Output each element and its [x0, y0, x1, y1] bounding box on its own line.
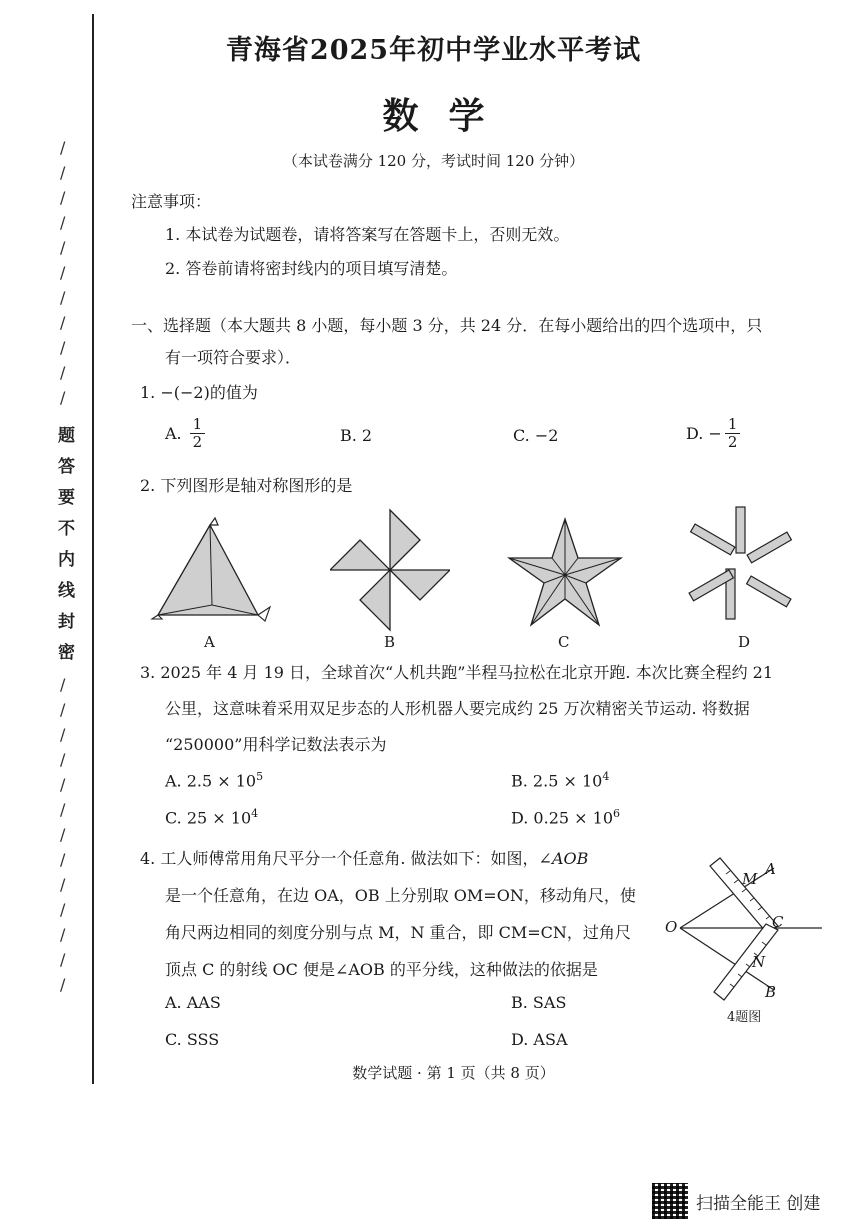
q3-option-d — [511, 807, 620, 827]
fraction-numerator: 1 — [725, 416, 741, 434]
q2-figure-c — [505, 515, 625, 630]
seal-line-char: 答 — [58, 457, 75, 477]
exam-meta: （本试卷满分 120 分，考试时间 120 分钟） — [282, 152, 585, 170]
fraction-denominator: 2 — [727, 433, 738, 451]
q3-option-a-text: A. 2.5 × 10 — [165, 771, 257, 791]
seal-slash: / — [60, 263, 66, 282]
seal-line-char: 题 — [58, 426, 75, 446]
q3-option-d-text: D. 0.25 × 10 — [511, 808, 613, 828]
q2-figure-a — [148, 515, 273, 630]
fraction — [725, 416, 741, 451]
seal-slash: / — [60, 700, 66, 719]
q1-option-a — [165, 416, 205, 451]
q4-point-c: C — [772, 913, 784, 931]
seal-slash: / — [60, 725, 66, 744]
seal-slash: / — [60, 388, 66, 407]
seal-slash: / — [60, 288, 66, 307]
q4-line1 — [140, 846, 588, 869]
q2-stem: 2. 下列图形是轴对称图形的是 — [140, 476, 353, 495]
q2-label-a: A — [204, 633, 215, 651]
seal-line-char: 不 — [58, 519, 75, 539]
q4-line2: 是一个任意角，在边 OA，OB 上分别取 OM=ON，移动角尺，使 — [165, 886, 636, 905]
q4-point-b: B — [765, 983, 777, 1001]
q4-option-b: B. SAS — [511, 993, 567, 1012]
scanner-watermark — [652, 1183, 820, 1219]
exponent: 6 — [613, 807, 620, 820]
seal-line-char: 要 — [58, 488, 75, 508]
q2-label-d: D — [738, 633, 751, 651]
q4-line3: 角尺两边相同的刻度分别与点 M，N 重合，即 CM=CN，过角尺 — [165, 923, 631, 942]
q3-option-a — [165, 770, 263, 790]
exponent: 4 — [251, 807, 259, 820]
exponent: 4 — [602, 770, 610, 783]
exponent: 5 — [256, 770, 264, 783]
q3-option-b-text: B. 2.5 × 10 — [511, 771, 603, 791]
fraction-denominator: 2 — [192, 433, 203, 451]
seal-slash: / — [60, 163, 66, 182]
q4-point-a: A — [765, 860, 776, 878]
seal-line-char: 密 — [58, 643, 75, 663]
seal-slash: / — [60, 313, 66, 332]
seal-slash: / — [60, 975, 66, 994]
seal-slash: / — [60, 850, 66, 869]
fraction-numerator: 1 — [190, 416, 206, 434]
seal-slash: / — [60, 800, 66, 819]
q2-label-b: B — [384, 633, 396, 651]
seal-slash: / — [60, 138, 66, 157]
seal-slash: / — [60, 900, 66, 919]
scanner-text: 扫描全能王 创建 — [696, 1193, 821, 1214]
q1-option-a-label: A. — [165, 424, 182, 443]
q4-point-o: O — [665, 918, 678, 936]
q1-stem: 1. −(−2)的值为 — [140, 383, 258, 402]
qr-code-icon — [652, 1183, 688, 1219]
page-footer: 数学试题 · 第 1 页（共 8 页） — [352, 1064, 555, 1082]
q1-option-d-label: D. − — [686, 424, 722, 443]
seal-line-char: 内 — [58, 550, 75, 570]
q3-line3: “250000”用科学记数法表示为 — [165, 735, 387, 754]
seal-slash: / — [60, 188, 66, 207]
seal-slash: / — [60, 775, 66, 794]
q2-figure-b — [330, 508, 450, 633]
binding-line — [92, 14, 94, 1084]
seal-slash: / — [60, 925, 66, 944]
section-heading-line1: 一、选择题（本大题共 8 小题，每小题 3 分，共 24 分．在每小题给出的四个选项中，只 — [131, 316, 763, 335]
q4-point-n: N — [752, 953, 766, 971]
q1-option-d — [686, 416, 740, 451]
q4-point-m: M — [742, 870, 758, 888]
seal-slash: / — [60, 363, 66, 382]
q3-line2: 公里，这意味着采用双足步态的人形机器人要完成约 25 万次精密关节运动. 将数据 — [165, 699, 750, 718]
q4-option-a: A. AAS — [165, 993, 221, 1012]
q4-line1-angle: AOB — [551, 849, 589, 868]
seal-slash: / — [60, 338, 66, 357]
notice-item-1: 1. 本试卷为试题卷，请将答案写在答题卡上，否则无效。 — [165, 225, 570, 244]
notice-item-2: 2. 答卷前请将密封线内的项目填写清楚。 — [165, 259, 458, 278]
seal-slash: / — [60, 875, 66, 894]
q4-line1-text: 4. 工人师傅常用角尺平分一个任意角. 做法如下：如图，∠ — [140, 849, 552, 868]
q3-line1: 3. 2025 年 4 月 19 日，全球首次“人机共跑”半程马拉松在北京开跑. 本次比赛全程约 21 — [140, 663, 774, 682]
seal-slash: / — [60, 213, 66, 232]
q4-option-d: D. ASA — [511, 1030, 568, 1049]
seal-slash: / — [60, 238, 66, 257]
seal-line-column — [56, 138, 80, 994]
exam-subject: 数学 — [382, 95, 515, 137]
fraction — [190, 416, 206, 451]
q2-figure-d — [680, 505, 800, 630]
seal-slash: / — [60, 950, 66, 969]
seal-slash: / — [60, 750, 66, 769]
q4-line4: 顶点 C 的射线 OC 便是∠AOB 的平分线，这种做法的依据是 — [165, 960, 598, 979]
q1-option-b: B. 2 — [340, 426, 373, 445]
section-heading-line2: 有一项符合要求）． — [165, 348, 302, 367]
seal-line-char: 封 — [58, 612, 75, 632]
notice-heading: 注意事项： — [131, 192, 212, 211]
q3-option-b — [511, 770, 609, 790]
q1-option-c: C. −2 — [513, 426, 559, 445]
seal-line-char: 线 — [58, 581, 75, 601]
q3-option-c — [165, 807, 258, 827]
seal-slash: / — [60, 825, 66, 844]
q4-figure-caption: 4题图 — [727, 1010, 762, 1025]
seal-slash: / — [60, 675, 66, 694]
q2-label-c: C — [558, 633, 570, 651]
exam-title: 青海省2025年初中学业水平考试 — [225, 35, 642, 66]
q4-option-c: C. SSS — [165, 1030, 220, 1049]
q3-option-c-text: C. 25 × 10 — [165, 808, 252, 828]
